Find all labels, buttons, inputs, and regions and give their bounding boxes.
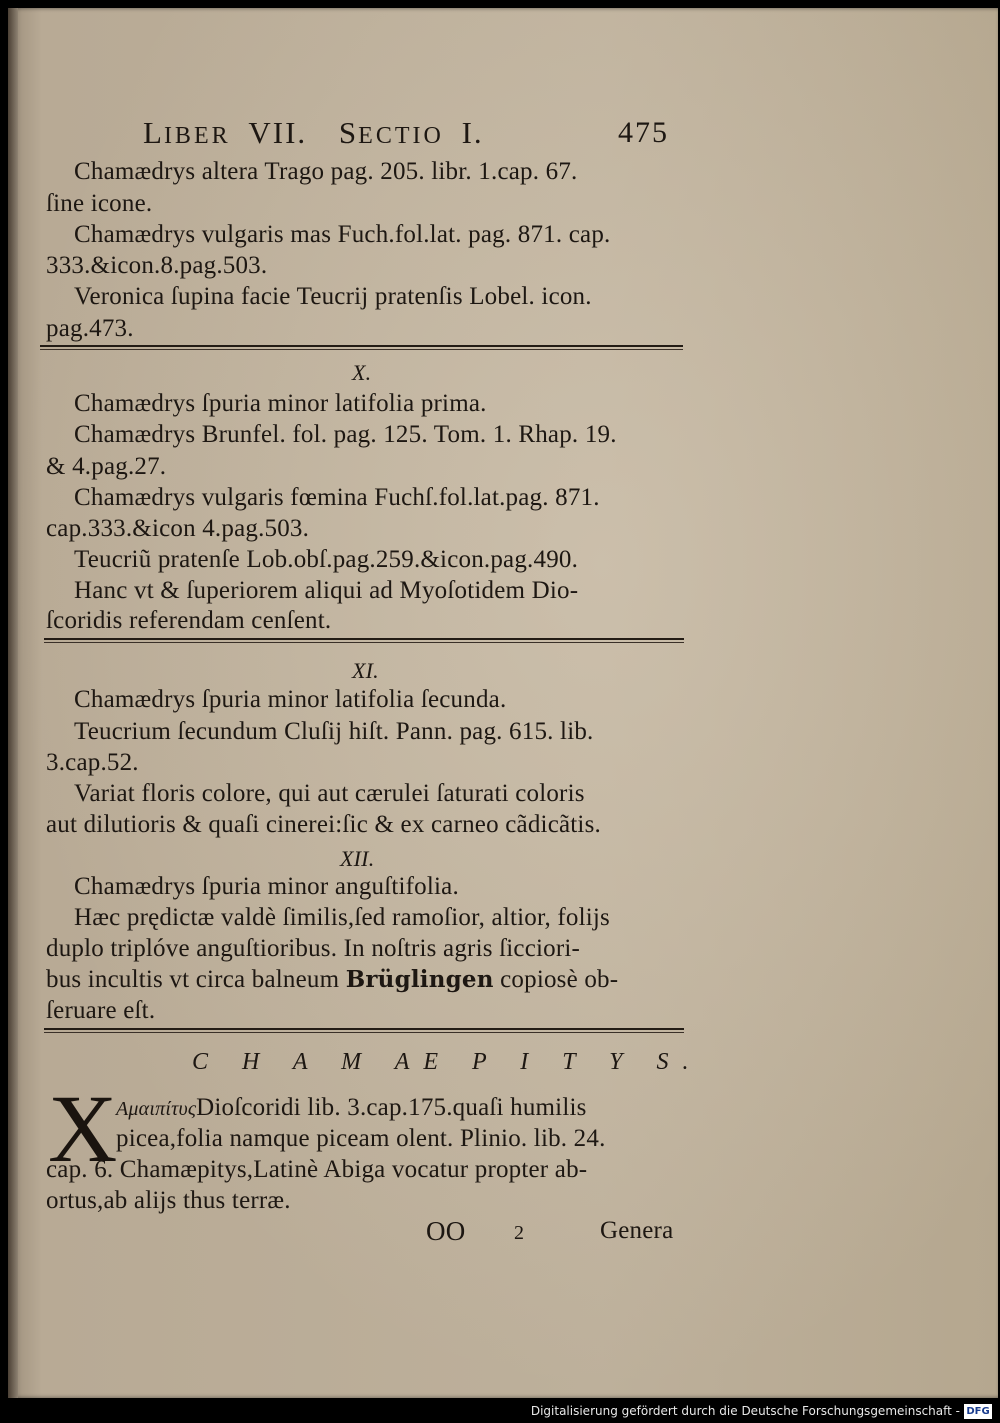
text-line: Chamædrys ſpuria minor latifolia ſecunda. bbox=[74, 686, 507, 713]
text-line: Veronica ſupina facie Teucrij pratenſis Lobel. icon. bbox=[74, 283, 592, 310]
text-line: Teucriũ pratenſe Lob.obſ.pag.259.&icon.pag.490. bbox=[74, 546, 579, 573]
text-line: cap.333.&icon 4.pag.503. bbox=[46, 515, 310, 542]
text-fragment: Dioſcoridi lib. 3.cap.175.quaſi humilis bbox=[196, 1094, 587, 1121]
section-numeral-x: X. bbox=[352, 360, 372, 385]
text-line: & 4.pag.27. bbox=[46, 453, 167, 480]
text-line: Chamædrys altera Trago pag. 205. libr. 1.cap. 67. bbox=[74, 158, 578, 185]
header-liber-rest: IBER bbox=[163, 123, 231, 149]
place-name-blackletter: Brüglingen bbox=[345, 966, 494, 993]
catchword: Genera bbox=[600, 1217, 674, 1244]
header-sectio-initial: S bbox=[338, 115, 359, 150]
text-line: Chamædrys ſpuria minor anguſtifolia. bbox=[74, 873, 459, 900]
running-header bbox=[143, 115, 484, 151]
digitization-credit: Digitalisierung gefördert durch die Deutsche Forschungsgemeinschaft - bbox=[530, 1404, 960, 1418]
signature-number: 2 bbox=[514, 1222, 525, 1244]
section-rule bbox=[44, 1028, 684, 1033]
header-liber-initial: L bbox=[143, 115, 164, 150]
section-rule bbox=[44, 638, 684, 643]
text-line: ſcoridis referendam cenſent. bbox=[46, 607, 332, 634]
text-line-with-place bbox=[46, 965, 618, 995]
text-line: cap. 6. Chamæpitys,Latinè Abiga vocatur propter ab- bbox=[46, 1156, 588, 1183]
text-line: ortus,ab alijs thus terræ. bbox=[46, 1187, 291, 1214]
text-line: duplo triplóve anguſtioribus. In noſtris agris ſicciori- bbox=[46, 935, 581, 962]
text-line: Chamædrys vulgaris fœmina Fuchſ.fol.lat.pag. 871. bbox=[74, 484, 600, 511]
text-line: 333.&icon.8.pag.503. bbox=[46, 252, 268, 279]
signature-mark: OO bbox=[426, 1216, 466, 1246]
text-line: aut dilutioris & quaſi cinerei:ſic & ex carneo cãdicãtis. bbox=[46, 811, 601, 838]
text-line: ſine icone. bbox=[46, 190, 153, 217]
section-numeral-xii: XII. bbox=[340, 846, 375, 871]
text-line: picea,folia namque piceam olent. Plinio. lib. 24. bbox=[116, 1125, 606, 1152]
text-fragment: bus incultis vt circa balneum bbox=[46, 966, 340, 993]
text-fragment: copiosè ob- bbox=[500, 966, 619, 993]
text-line: Teucrium ſecundum Cluſij hiſt. Pann. pag. 615. lib. bbox=[74, 718, 594, 745]
dfg-logo: DFG bbox=[964, 1404, 992, 1419]
header-book-number: VII. bbox=[248, 115, 308, 150]
text-line: Chamædrys vulgaris mas Fuch.fol.lat. pag. 871. cap. bbox=[74, 221, 611, 248]
text-line: Chamædrys Brunfel. fol. pag. 125. Tom. 1. Rhap. 19. bbox=[74, 421, 617, 448]
page-number: 475 bbox=[618, 116, 669, 149]
section-numeral-xi: XI. bbox=[352, 658, 379, 683]
text-line: Hanc vt & ſuperiorem aliqui ad Myoſotidem Dio- bbox=[74, 577, 579, 604]
header-section-number: I. bbox=[461, 115, 484, 150]
chapter-title: C H A M AE P I T Y S. bbox=[192, 1049, 703, 1075]
header-sectio-rest: ECTIO bbox=[358, 123, 444, 149]
greek-word: Αμαιπίτυς bbox=[116, 1098, 197, 1120]
text-line: 3.cap.52. bbox=[46, 749, 139, 776]
text-line bbox=[116, 1093, 587, 1124]
section-rule bbox=[40, 345, 683, 350]
drop-cap: X bbox=[48, 1075, 118, 1182]
text-line: pag.473. bbox=[46, 315, 134, 342]
text-line: Hæc prędictæ valdè ſimilis,ſed ramoſior, altior, folijs bbox=[74, 904, 610, 931]
text-line: Chamædrys ſpuria minor latifolia prima. bbox=[74, 390, 487, 417]
text-line: Variat floris colore, qui aut cærulei ſaturati coloris bbox=[74, 780, 585, 807]
text-line: ſeruare eſt. bbox=[46, 997, 156, 1024]
